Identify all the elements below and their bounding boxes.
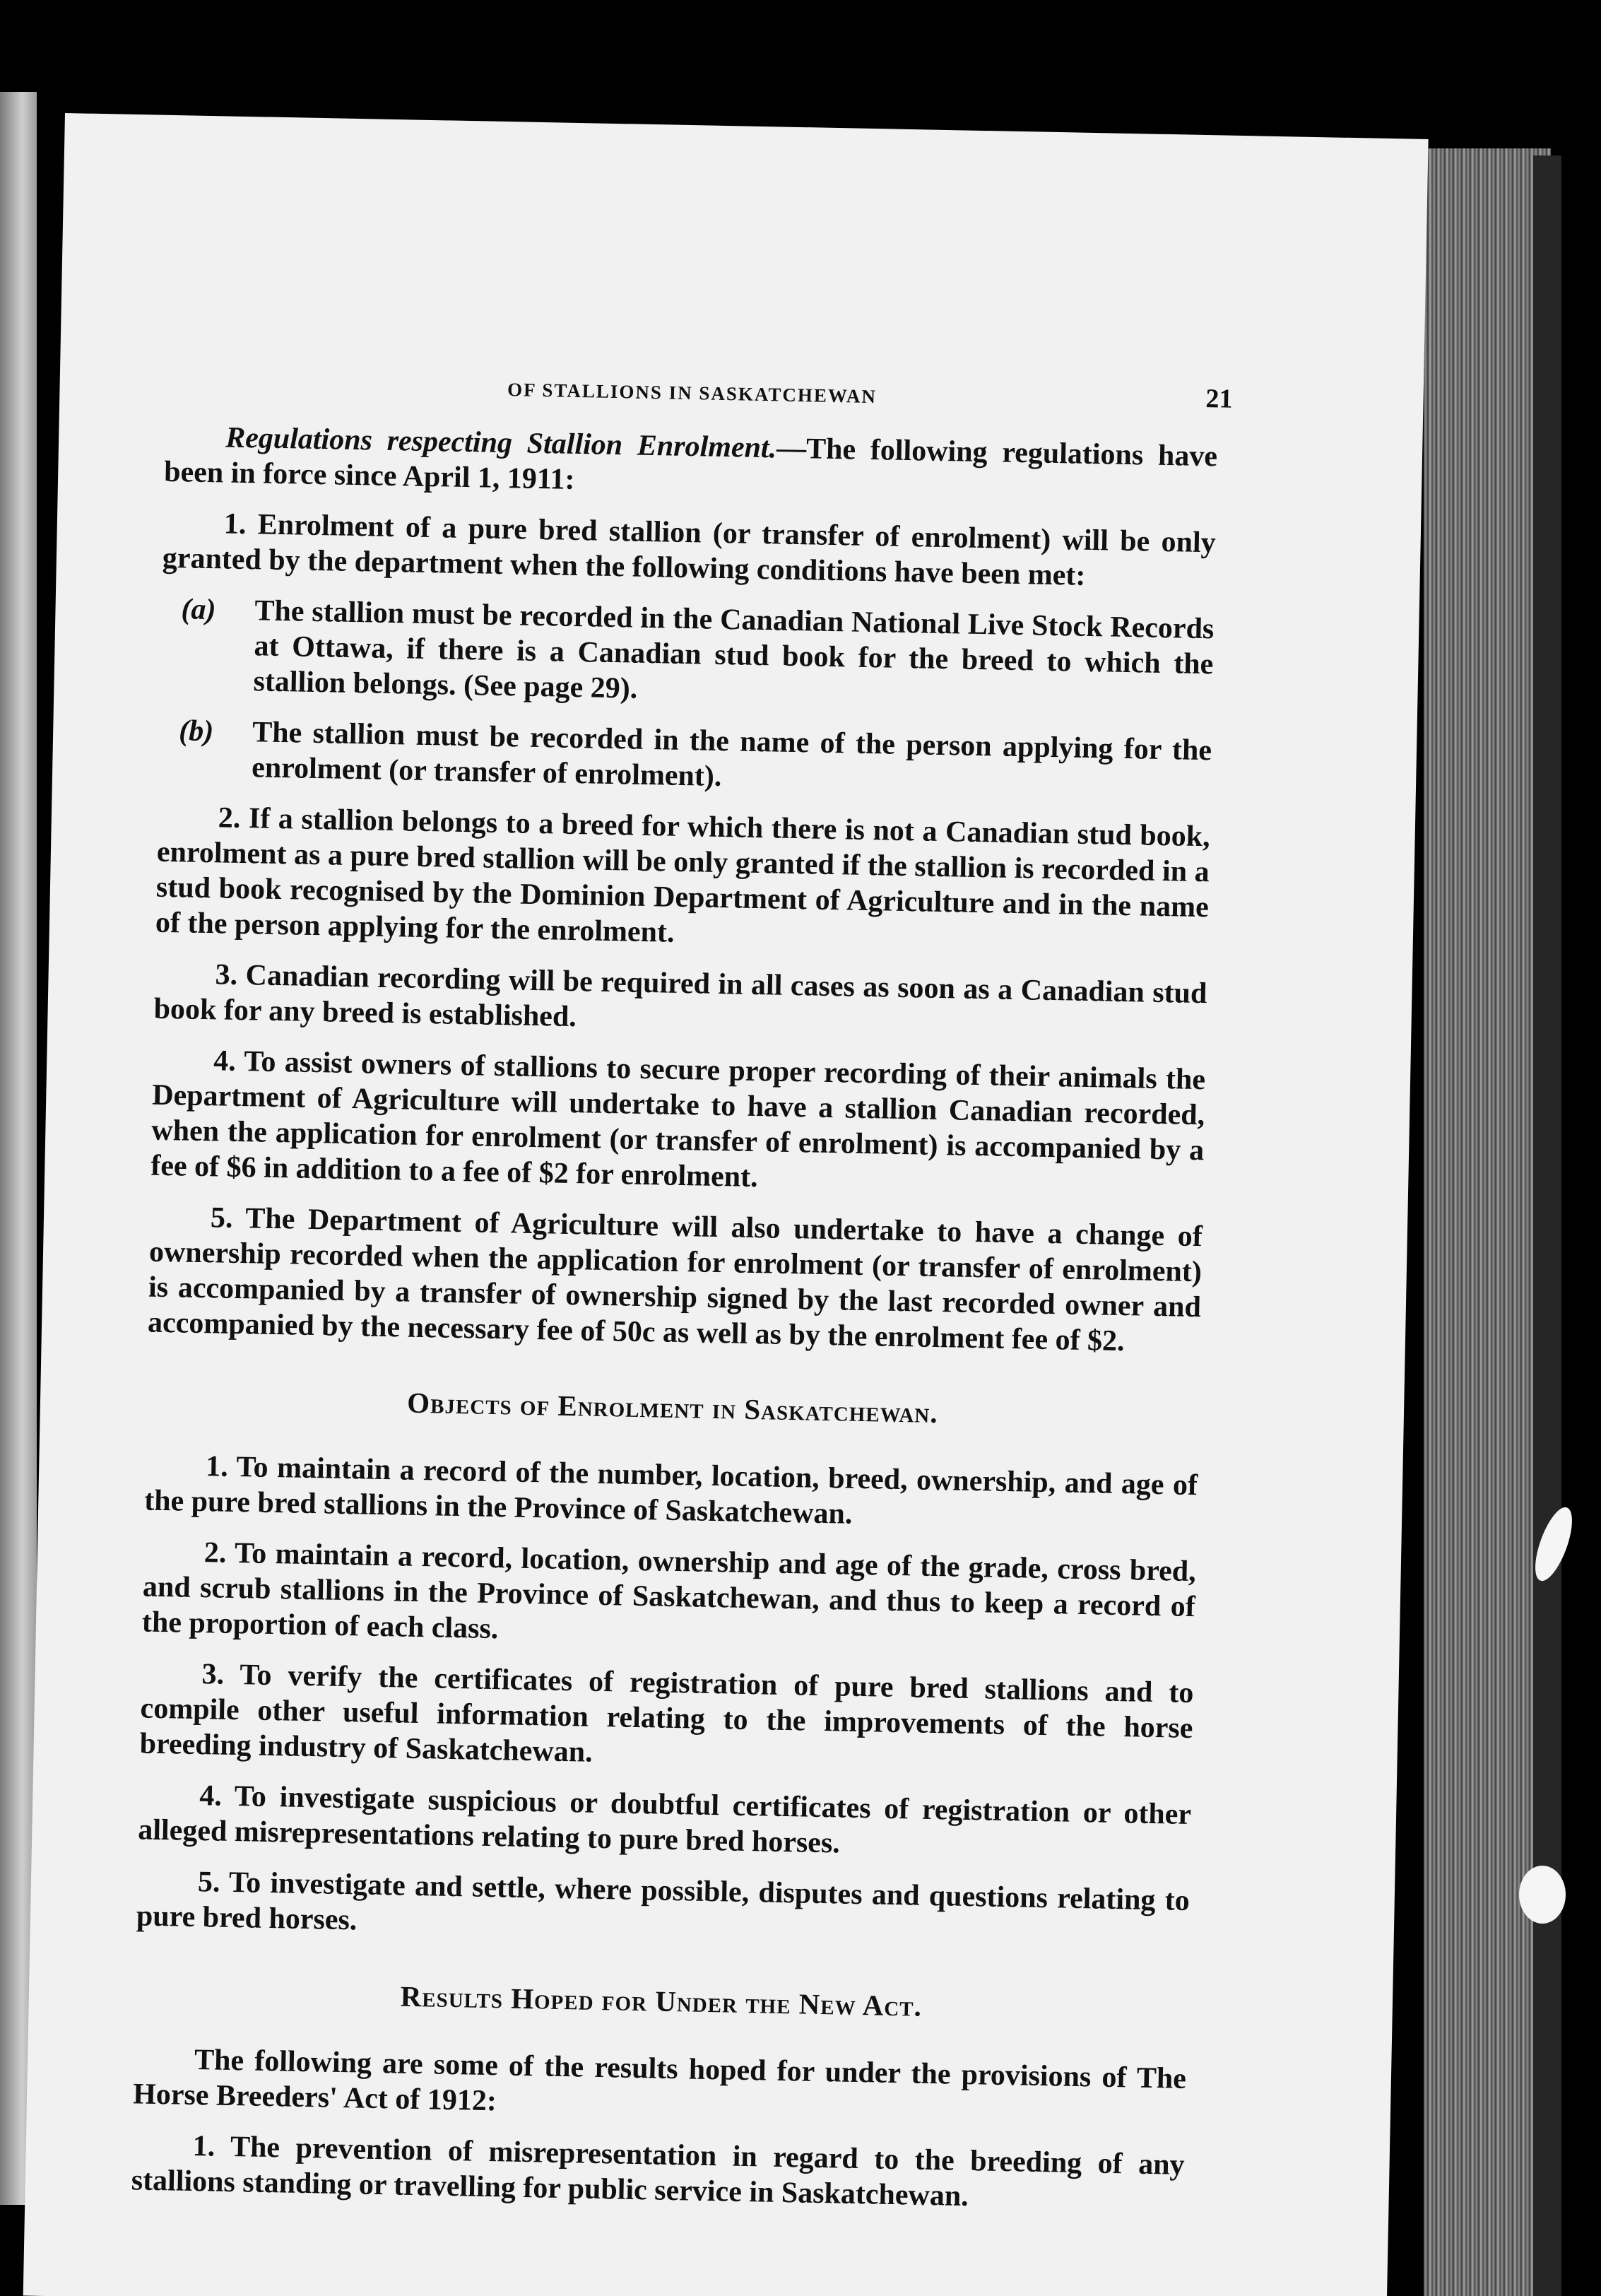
objects-item: 5. To investigate and settle, where possible, disputes and questions relating to pure bred horses. bbox=[136, 1866, 1191, 1937]
subitem-text: The stallion must be recorded in the name of the person applying for the enrolment (or transfer of enrolment). bbox=[251, 716, 1212, 794]
regulation-paragraph: 5. The Department of Agriculture will also undertake to have a change of ownership recorded when the application for enrolment (or transfer of enrolment) is accompanied by a transfer of ownership signed by the last recorded owner and accompanied by the necessary fee of 50c as well as by the enrolment fee of $2. bbox=[147, 1201, 1203, 1358]
book-page bbox=[23, 113, 1429, 2296]
objects-item: 2. To maintain a record, location, ownership and age of the grade, cross bred, and scrub stallions in the Province of Saskatchewan, and thus to keep a record of the proportion of each class. bbox=[141, 1536, 1197, 1646]
regulation-paragraph: 4. To assist owners of stallions to secure proper recording of their animals the Department of Agriculture will undertake to have a stallion Canadian recorded, when the application for enrolment (or transfer of enrolment) is accompanied by a fee of $6 in addition to a fee of $2 for enrolment. bbox=[150, 1044, 1206, 1194]
intro-title: Regulations respecting Stallion Enrolment. bbox=[225, 421, 777, 465]
section-heading-results: Results Hoped for Under the New Act. bbox=[400, 1979, 923, 2023]
objects-item: 1. To maintain a record of the number, location, breed, ownership, and age of the pure bred stallions in the Province of Saskatchewan. bbox=[143, 1450, 1198, 1531]
subitem-text: The stallion must be recorded in the Canadian National Live Stock Records at Ottawa, if there is a Canadian stud book for the breed to which the stallion belongs. (See page 29). bbox=[253, 594, 1215, 705]
regulation-paragraph: 1. Enrolment of a pure bred stallion (or transfer of enrolment) will be only granted by the department when the following conditions have been met: bbox=[162, 507, 1217, 592]
page-stack-shadow bbox=[1533, 155, 1561, 2296]
subitem-label: (b) bbox=[178, 714, 214, 748]
page-stack-edge bbox=[1424, 148, 1551, 2296]
regulation-subitem bbox=[158, 713, 1212, 804]
regulation-paragraph: 2. If a stallion belongs to a breed for which there is not a Canadian stud book, enrolment as a pure bred stallion will be only granted if the stallion is recorded in a stud book recognised by the Dominion Department of Agriculture and in the name of the person applying for the enrolment. bbox=[155, 801, 1211, 949]
intro-text: —The following regulations have been in force since April 1, 1911: bbox=[163, 432, 1218, 496]
section-heading-objects: Objects of Enrolment in Saskatchewan. bbox=[406, 1386, 939, 1430]
regulation-subitem bbox=[160, 591, 1215, 718]
page-body bbox=[131, 419, 1217, 2234]
page-text-block bbox=[128, 348, 1233, 2296]
subitem-label: (a) bbox=[181, 593, 216, 627]
objects-item: 4. To investigate suspicious or doubtful certificates of registration or other alleged misrepresentations relating to pure bred horses. bbox=[137, 1779, 1192, 1860]
regulation-paragraph: 3. Canadian recording will be required in all cases as soon as a Canadian stud book for any breed is established. bbox=[153, 958, 1207, 1034]
page-number: 21 bbox=[1205, 384, 1233, 414]
running-head: OF STALLIONS IN SASKATCHEWAN bbox=[507, 379, 878, 408]
objects-item: 3. To verify the certificates of registration of pure bred stallions and to compile other useful information relating to the improvements of the horse breeding industry of Saskatchewan. bbox=[139, 1658, 1194, 1769]
results-intro: The following are some of the results hoped for under the provisions of The Horse Breeders' Act of 1912: bbox=[132, 2044, 1187, 2118]
intro-paragraph bbox=[164, 419, 1218, 510]
results-item: 1. The prevention of misrepresentation in regard to the breeding of any stallions standing or travelling for public service in Saskatchewan. bbox=[131, 2130, 1185, 2213]
paper-fleck bbox=[1519, 1866, 1566, 1924]
